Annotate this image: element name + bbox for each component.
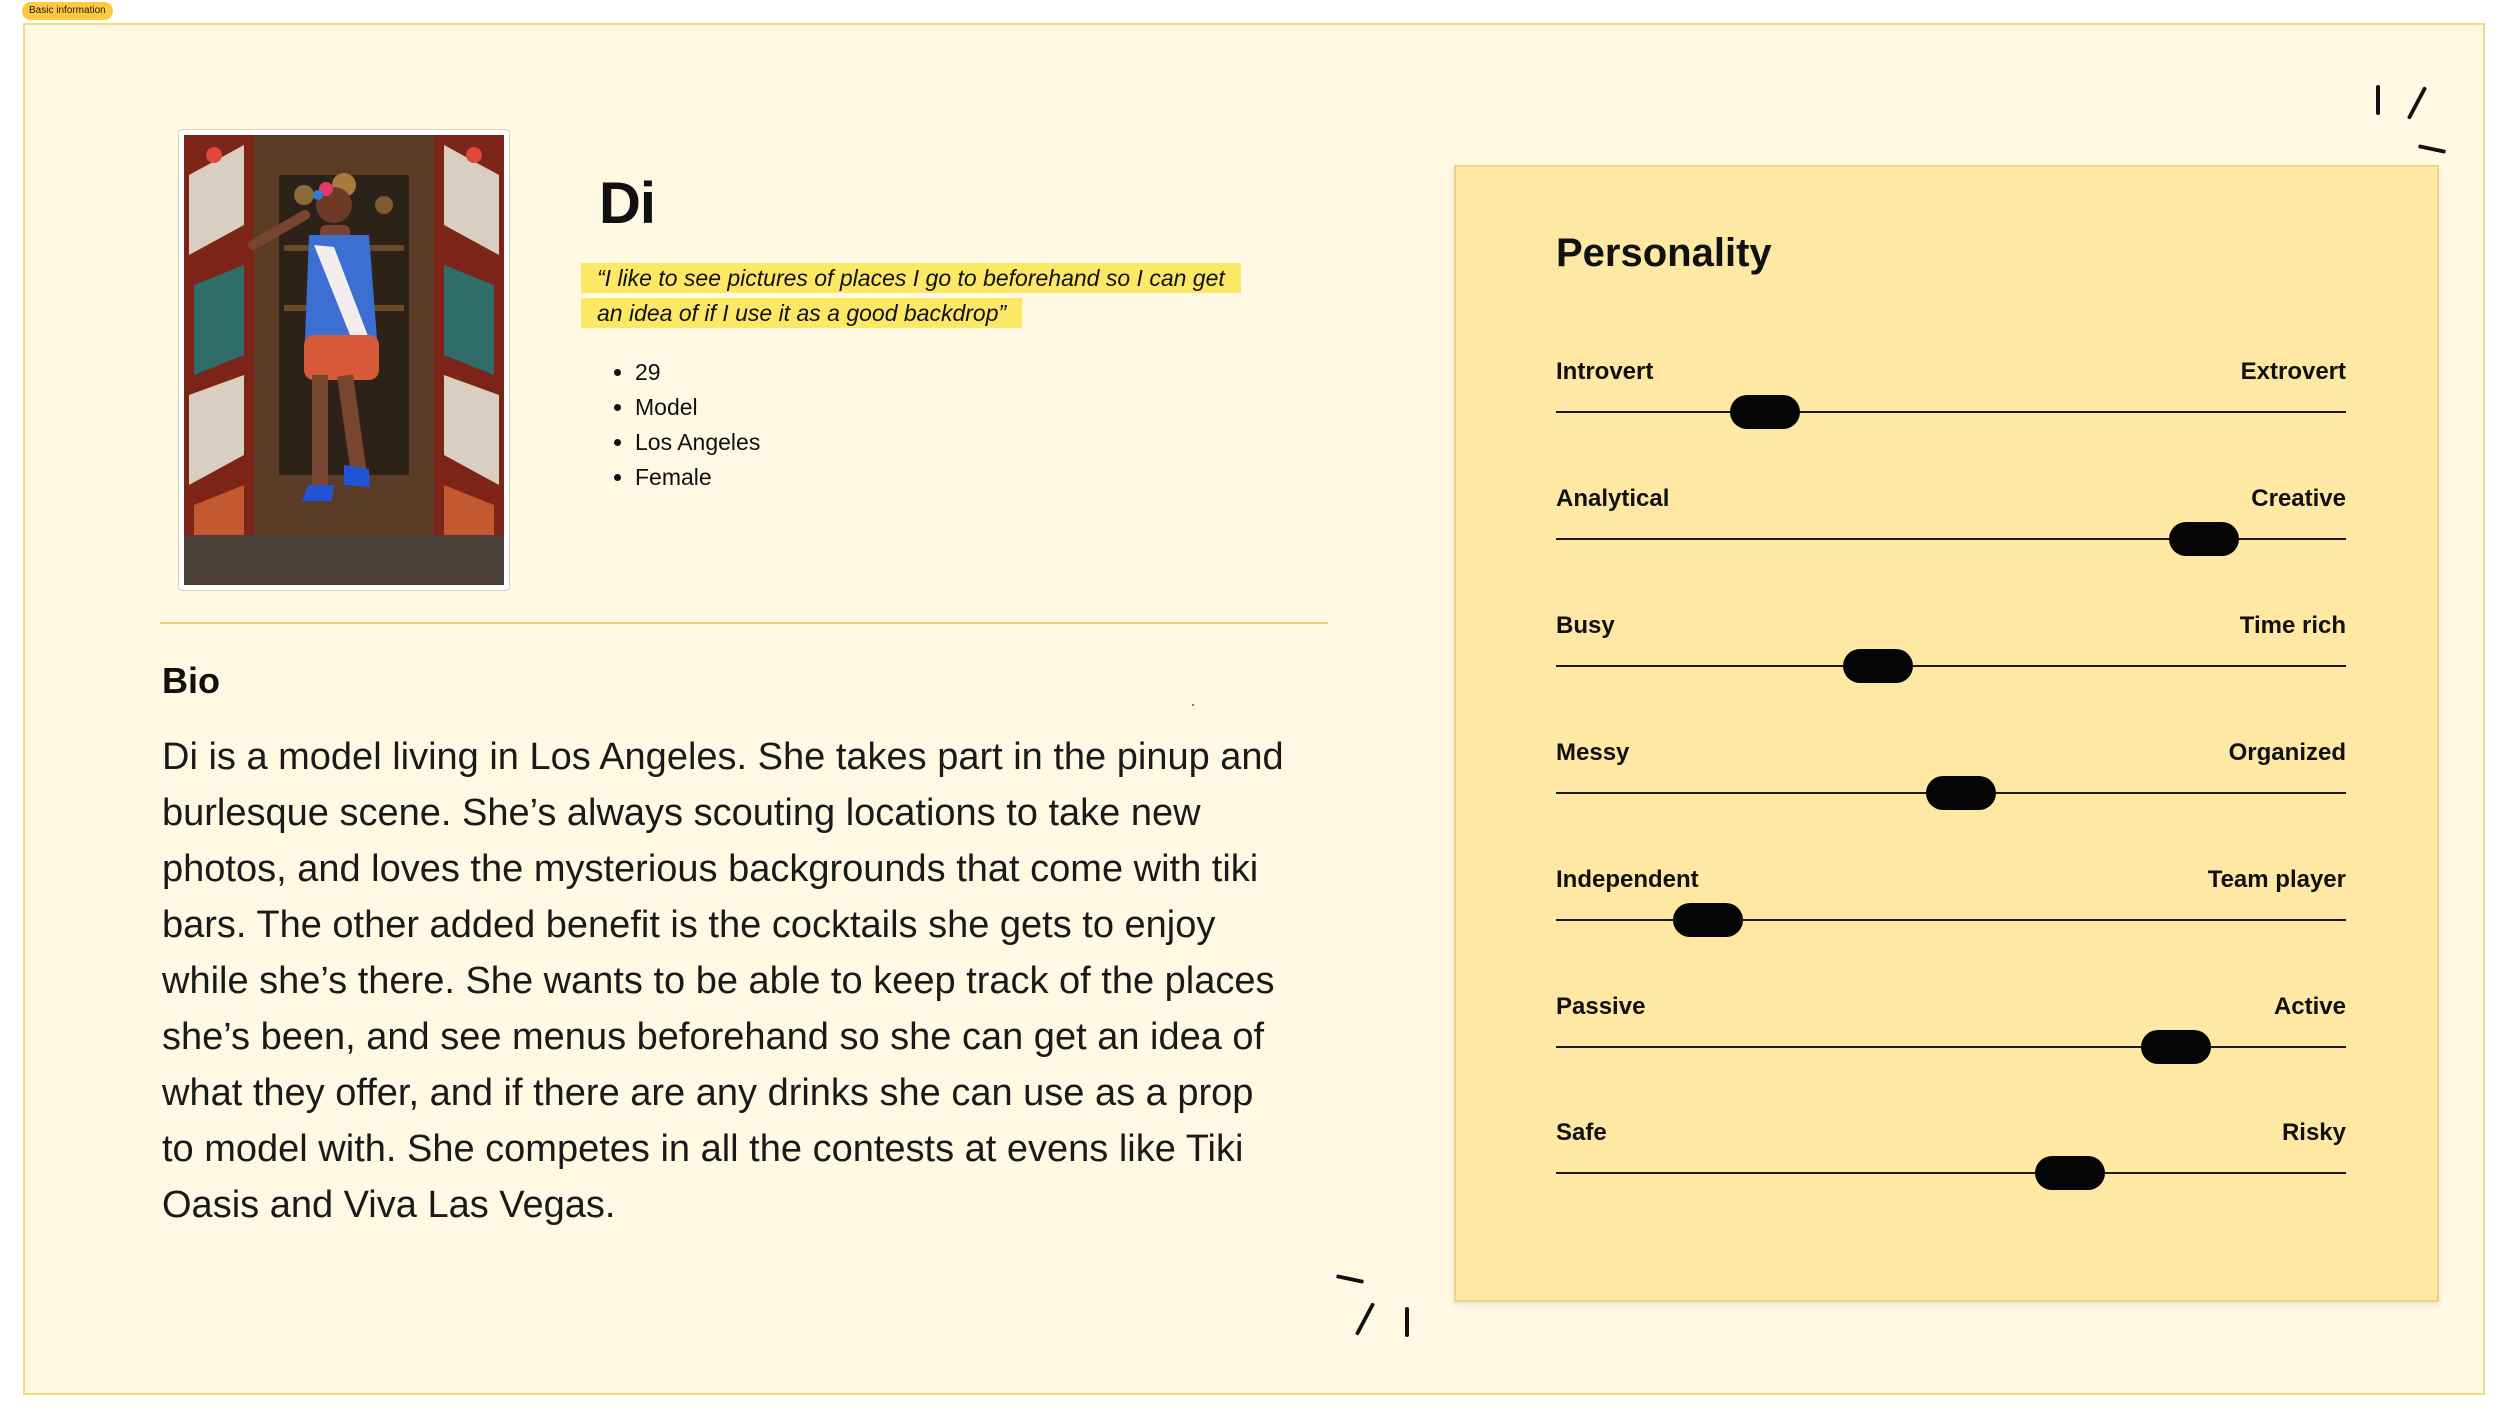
- trait-left-label: Independent: [1556, 866, 1699, 893]
- sparkle-stroke-icon: [2376, 85, 2380, 115]
- sparkle-stroke-icon: [1405, 1307, 1409, 1337]
- bio-title: Bio: [162, 660, 220, 701]
- frame-label[interactable]: Basic information: [22, 2, 113, 20]
- trait-left-label: Analytical: [1556, 485, 1670, 512]
- slider-track: [1556, 411, 2346, 413]
- sparkle-stroke-icon: [1355, 1302, 1375, 1336]
- fact-age: • 29: [635, 355, 760, 390]
- trait-passive-active: [1556, 993, 2346, 1065]
- sparkle-stroke-icon: [2407, 86, 2427, 120]
- fact-location: • Los Angeles: [635, 425, 760, 460]
- persona-facts: [613, 355, 760, 495]
- bio-text: Di is a model living in Los Angeles. She takes part in the pinup and burlesque scene. She’s always scouting locations to take new photos, and loves the mysterious backgrounds that come with tiki bars. The other added benefit is the cocktails she gets to enjoy while she’s there. She wants to be able to keep track of the places she’s been, and see menus beforehand so she can get an idea of what they offer, and if there are any drinks she can use as a prop to model with. She competes in all the contests at evens like Tiki Oasis and Viva Las Vegas.: [162, 736, 1284, 1226]
- trait-messy-organized: [1556, 739, 2346, 811]
- slider-track: [1556, 1172, 2346, 1174]
- slider-handle[interactable]: [2169, 522, 2239, 556]
- trait-safe-risky: [1556, 1119, 2346, 1191]
- section-divider: [160, 622, 1328, 624]
- persona-photo-image: [184, 135, 504, 585]
- quote-line-2: an idea of if I use it as a good backdrop”: [581, 298, 1022, 328]
- persona-name: Di: [599, 171, 655, 236]
- quote-line-1: “I like to see pictures of places I go to beforehand so I can get: [581, 263, 1241, 293]
- sparkle-stroke-icon: [2418, 144, 2446, 154]
- trait-right-label: Time rich: [2239, 612, 2346, 639]
- slider-handle[interactable]: [2141, 1030, 2211, 1064]
- slider-track: [1556, 665, 2346, 667]
- trait-right-label: Team player: [2207, 866, 2346, 893]
- trait-analytical-creative: [1556, 485, 2346, 557]
- persona-card: [23, 23, 2485, 1395]
- trait-left-label: Busy: [1556, 612, 1615, 639]
- slider-handle[interactable]: [1926, 776, 1996, 810]
- trait-left-label: Introvert: [1556, 358, 1654, 385]
- slider-track: [1556, 1046, 2346, 1048]
- trait-right-label: Extrovert: [2240, 358, 2346, 385]
- trait-right-label: Creative: [2251, 485, 2346, 512]
- slider-handle[interactable]: [1730, 395, 1800, 429]
- slider-handle[interactable]: [2035, 1156, 2105, 1190]
- stray-dot: [1192, 704, 1194, 706]
- persona-quote: [581, 261, 1281, 331]
- slider-handle[interactable]: [1843, 649, 1913, 683]
- trait-left-label: Safe: [1556, 1119, 1607, 1146]
- trait-right-label: Risky: [2281, 1119, 2346, 1146]
- trait-right-label: Organized: [2228, 739, 2346, 766]
- personality-panel: [1454, 165, 2439, 1302]
- trait-right-label: Active: [2273, 993, 2346, 1020]
- personality-title: Personality: [1556, 231, 1772, 275]
- fact-gender: • Female: [635, 460, 760, 495]
- trait-introvert-extrovert: [1556, 358, 2346, 430]
- slider-handle[interactable]: [1673, 903, 1743, 937]
- trait-left-label: Passive: [1556, 993, 1646, 1020]
- trait-independent-team-player: [1556, 866, 2346, 938]
- fact-occupation: • Model: [635, 390, 760, 425]
- trait-busy-time-rich: [1556, 612, 2346, 684]
- persona-photo: [178, 129, 510, 591]
- sparkle-stroke-icon: [1336, 1274, 1364, 1284]
- trait-left-label: Messy: [1556, 739, 1630, 766]
